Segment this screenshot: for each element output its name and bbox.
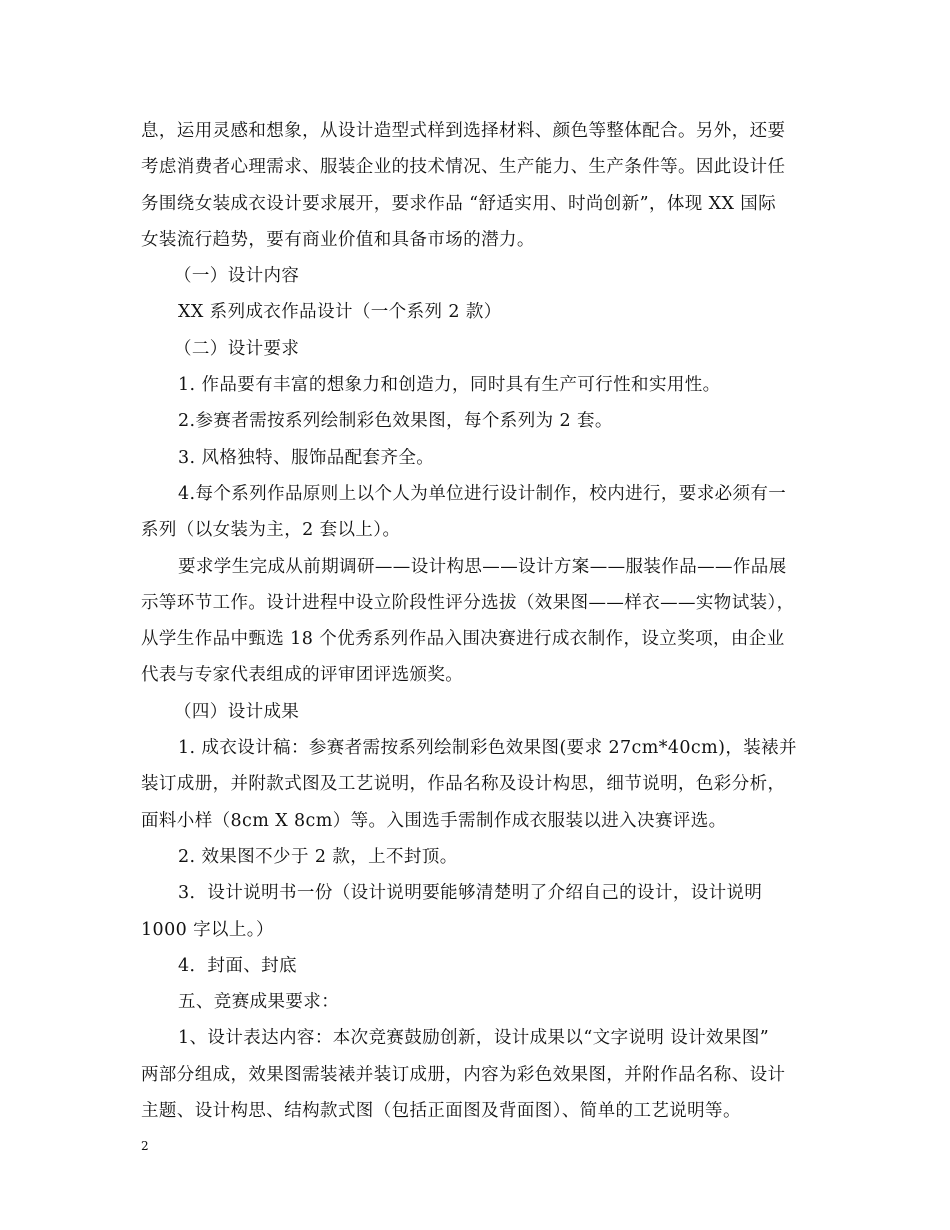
list-item-1: 1. 作品要有丰富的想象力和创造力，同时具有生产可行性和实用性。 <box>178 375 721 396</box>
text-line-16: 代表与专家代表组成的评审团评选颁奖。 <box>141 665 464 686</box>
text-line-15: 从学生作品中甄选 18 个优秀系列作品入围决赛进行成衣制作，设立奖项，由企业 <box>141 629 785 650</box>
section-heading-design-results: （四）设计成果 <box>174 701 300 722</box>
text-line-13: 要求学生完成从前期调研——设计构思——设计方案——服装作品——作品展 <box>178 556 787 577</box>
section-heading-design-requirements: （二）设计要求 <box>174 338 300 359</box>
page-number: 2 <box>141 1139 149 1153</box>
text-line-1: 息，运用灵感和想象，从设计造型式样到选择材料、颜色等整体配合。另外，还要 <box>141 121 786 141</box>
list-item-results-3: 3．设计说明书一份（设计说明要能够清楚明了介绍自己的设计，设计说明 <box>178 883 763 904</box>
text-line-28: 主题、设计构思、结构款式图（包括正面图及背面图）、简单的工艺说明等。 <box>141 1101 741 1122</box>
text-line-12: 系列（以女装为主，2 套以上）。 <box>141 520 401 541</box>
section-heading-design-content: （一）设计内容 <box>174 266 300 287</box>
list-item-2: 2.参赛者需按系列绘制彩色效果图，每个系列为 2 套。 <box>178 411 613 432</box>
text-line-19: 装订成册，并附款式图及工艺说明，作品名称及设计构思，细节说明，色彩分析， <box>141 774 786 795</box>
list-item-results-2: 2. 效果图不少于 2 款，上不封顶。 <box>178 846 458 867</box>
list-item-results-4: 4．封面、封底 <box>178 955 297 976</box>
text-line-6: XX 系列成衣作品设计（一个系列 2 款） <box>178 302 502 323</box>
text-line-14: 示等环节工作。设计进程中设立阶段性评分选拔（效果图——样衣——实物试装）， <box>141 592 795 613</box>
list-item-results-1: 1. 成衣设计稿：参赛者需按系列绘制彩色效果图(要求 27cm*40cm)，装裱并 <box>178 738 797 759</box>
text-line-4: 女装流行趋势，要有商业价值和具备市场的潜力。 <box>141 229 535 250</box>
section-heading-competition-results: 五、竞赛成果要求： <box>178 992 340 1013</box>
text-line-23: 1000 字以上。） <box>141 919 274 940</box>
text-line-2: 考虑消费者心理需求、服装企业的技术情况、生产能力、生产条件等。因此设计任 <box>141 157 786 178</box>
text-line-3: 务围绕女装成衣设计要求展开，要求作品 “舒适实用、时尚创新”，体现 XX 国际 <box>141 193 777 214</box>
document-body <box>141 113 813 1129</box>
list-item-3: 3. 风格独特、服饰品配套齐全。 <box>178 447 435 468</box>
text-line-20: 面料小样（8cm X 8cm）等。入围选手需制作成衣服装以进入决赛评选。 <box>141 810 727 831</box>
list-item-expression-1: 1、设计表达内容：本次竞赛鼓励创新，设计成果以“文字说明 设计效果图” <box>178 1028 770 1049</box>
text-line-27: 两部分组成，效果图需装裱并装订成册，内容为彩色效果图，并附作品名称、设计 <box>141 1064 786 1085</box>
list-item-4: 4.每个系列作品原则上以个人为单位进行设计制作，校内进行，要求必须有一 <box>178 483 787 504</box>
